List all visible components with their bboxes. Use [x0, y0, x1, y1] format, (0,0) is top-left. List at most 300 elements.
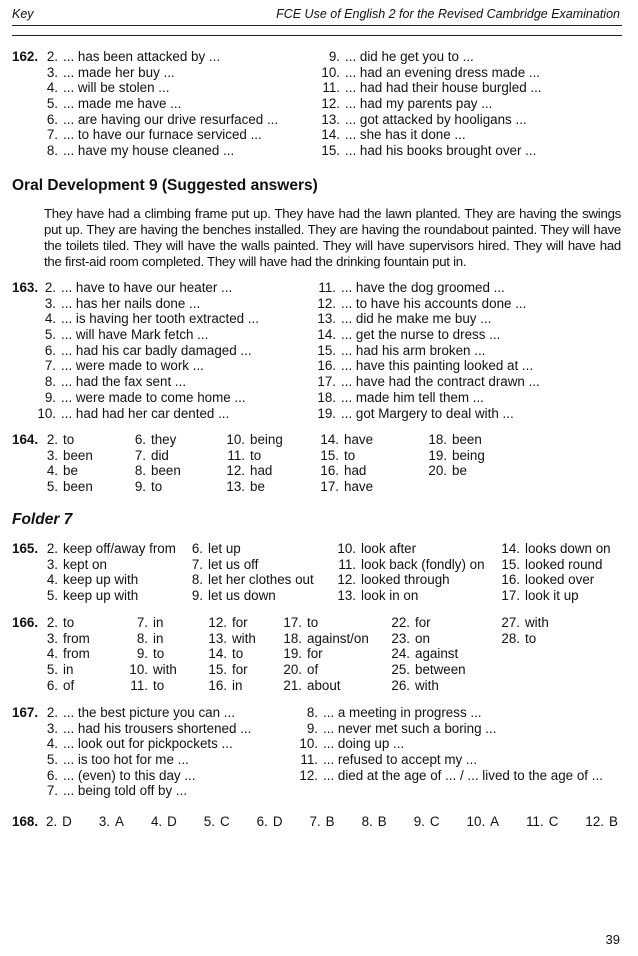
answer-item	[223, 432, 283, 448]
item-text: to	[63, 615, 75, 630]
answer-item	[314, 358, 540, 374]
item-text: with	[232, 630, 256, 646]
answer-item	[34, 358, 259, 374]
item-text: ... (even) to this day ...	[63, 767, 196, 783]
item-text: D	[62, 814, 72, 829]
item-text: in	[63, 662, 74, 678]
item-number: 2.	[46, 432, 58, 447]
answer-item	[205, 662, 256, 678]
item-number: 22.	[391, 615, 410, 630]
item-number: 8.	[306, 705, 318, 720]
answer-item	[185, 572, 314, 588]
item-number: 5.	[46, 96, 58, 112]
item-text: being	[250, 432, 283, 447]
answer-item	[223, 448, 283, 464]
answer-item	[296, 768, 603, 784]
answer-item	[34, 280, 259, 296]
answer-item	[314, 390, 540, 406]
q167-left-col	[40, 705, 251, 799]
item-text: look after	[361, 541, 417, 556]
item-number: 2.	[46, 705, 58, 720]
q166-col-4	[282, 615, 369, 693]
answer-item	[40, 678, 90, 694]
q165-col-1	[40, 541, 176, 604]
answer-item	[40, 541, 176, 557]
item-text: for	[307, 646, 323, 662]
item-text: for	[232, 615, 248, 630]
item-text: keep up with	[63, 572, 139, 588]
q165-col-2	[185, 541, 314, 604]
answer-item	[318, 65, 542, 81]
answer-item	[34, 343, 259, 359]
answer-item	[498, 588, 611, 604]
item-text: to	[344, 447, 356, 463]
item-text: to	[153, 646, 165, 662]
q166-label: 166.	[12, 615, 39, 630]
item-text: be	[452, 463, 467, 479]
answer-item	[205, 631, 256, 647]
item-text: D	[272, 814, 283, 829]
item-text: ... has her nails done ...	[61, 295, 201, 311]
answer-item	[318, 49, 542, 65]
item-number: 15.	[317, 342, 336, 358]
item-number: 13.	[317, 311, 336, 327]
item-text: ... had his trousers shortened ...	[63, 720, 252, 736]
answer-item	[425, 448, 485, 464]
answer-item	[40, 479, 93, 495]
item-text: keep off/away from	[63, 541, 176, 556]
answer-item	[223, 479, 283, 495]
answer-item	[223, 463, 283, 479]
item-number: 6.	[134, 432, 146, 447]
item-number: 15.	[321, 143, 340, 159]
answer-item	[526, 814, 558, 830]
item-number: 11.	[322, 80, 340, 96]
answer-item	[128, 463, 181, 479]
answer-item	[126, 678, 177, 694]
item-number: 9.	[191, 588, 203, 604]
item-number: 20.	[283, 662, 302, 678]
item-number: 8.	[134, 463, 146, 479]
item-number: 13.	[321, 111, 340, 127]
item-text: keep up with	[63, 588, 139, 604]
answer-item	[99, 814, 124, 830]
answer-item	[40, 705, 251, 721]
item-text: looked round	[525, 556, 603, 572]
answer-item	[425, 432, 485, 448]
item-text: kept on	[63, 556, 107, 572]
item-text: ... had an evening dress made ...	[345, 64, 541, 80]
answer-item	[40, 448, 93, 464]
answer-item	[40, 112, 278, 128]
item-number: 12.	[226, 463, 245, 479]
item-text: be	[250, 479, 265, 495]
header-title: FCE Use of English 2 for the Revised Cambridge Examination	[276, 7, 620, 21]
item-number: 3.	[44, 295, 56, 311]
item-number: 3.	[46, 720, 58, 736]
page-number: 39	[605, 932, 620, 947]
answer-item	[204, 814, 230, 830]
answer-item	[40, 615, 90, 631]
answer-item	[40, 736, 251, 752]
item-number: 2.	[46, 615, 58, 630]
item-number: 9.	[136, 646, 148, 662]
answer-item	[40, 752, 251, 768]
item-text: ... made him tell them ...	[341, 389, 484, 405]
item-text: ... doing up ...	[323, 736, 405, 752]
answer-item	[40, 646, 90, 662]
answer-item	[500, 615, 549, 631]
item-number: 16.	[501, 572, 520, 588]
item-text: look in on	[361, 588, 419, 604]
item-number: 16.	[320, 463, 339, 479]
item-number: 15.	[501, 556, 520, 572]
answer-item	[282, 631, 369, 647]
item-text: ... have to have our heater ...	[61, 280, 233, 295]
item-number: 4.	[46, 463, 58, 479]
item-number: 4.	[46, 572, 58, 588]
item-text: ... had his books brought over ...	[345, 143, 537, 159]
item-text: ... will have Mark fetch ...	[61, 327, 209, 343]
item-text: let her clothes out	[208, 572, 314, 588]
item-number: 2.	[46, 49, 58, 64]
answer-item	[498, 572, 611, 588]
item-text: ... look out for pickpockets ...	[63, 736, 233, 752]
q164-col-5	[425, 432, 485, 479]
q168-label: 168.	[12, 814, 39, 829]
item-text: look back (fondly) on	[361, 556, 485, 572]
item-number: 23.	[391, 630, 410, 646]
answer-item	[467, 814, 500, 830]
item-text: of	[307, 662, 319, 678]
item-number: 5.	[203, 814, 215, 829]
q168-answers	[46, 814, 618, 830]
item-number: 15.	[208, 662, 227, 678]
item-text: ... did he get you to ...	[345, 49, 474, 64]
item-number: 14.	[320, 432, 339, 447]
item-number: 24.	[391, 646, 410, 662]
answer-item	[296, 705, 603, 721]
item-number: 5.	[44, 327, 56, 343]
item-number: 9.	[328, 49, 340, 64]
item-text: C	[219, 814, 230, 829]
answer-item	[296, 721, 603, 737]
item-text: ... had the fax sent ...	[61, 374, 187, 390]
answer-item	[126, 615, 177, 631]
q162-right-col	[318, 49, 542, 159]
answer-item	[296, 752, 603, 768]
answer-item	[40, 65, 278, 81]
q167-label: 167.	[12, 705, 39, 720]
item-number: 7.	[191, 556, 203, 572]
item-text: from	[63, 630, 90, 646]
item-number: 3.	[46, 556, 58, 572]
answer-item	[318, 143, 542, 159]
answer-item	[126, 646, 177, 662]
item-text: looks down on	[525, 541, 611, 556]
item-text: ... get the nurse to dress ...	[341, 327, 501, 343]
answer-item	[318, 80, 542, 96]
item-number: 4.	[44, 311, 56, 327]
item-number: 8.	[361, 814, 373, 829]
answer-item	[314, 343, 540, 359]
answer-item	[585, 814, 618, 830]
item-text: ... will be stolen ...	[63, 80, 170, 96]
item-number: 14.	[208, 646, 227, 662]
item-number: 7.	[44, 358, 56, 374]
item-number: 4.	[46, 646, 58, 662]
answer-item	[40, 783, 251, 799]
item-text: ... never met such a boring ...	[323, 720, 497, 736]
item-text: been	[63, 479, 93, 495]
q164-col-4	[317, 432, 373, 495]
item-text: ... got attacked by hooligans ...	[345, 111, 527, 127]
item-text: ... have had the contract drawn ...	[341, 374, 540, 390]
item-text: ... were made to work ...	[61, 358, 204, 374]
answer-item	[390, 646, 466, 662]
answer-item	[128, 448, 181, 464]
q166-col-6	[500, 615, 549, 646]
item-number: 19.	[428, 447, 447, 463]
answer-item	[34, 327, 259, 343]
item-number: 12.	[208, 615, 227, 630]
item-number: 12.	[317, 295, 336, 311]
answer-item	[282, 615, 369, 631]
item-number: 20.	[428, 463, 447, 479]
item-number: 9.	[44, 389, 56, 405]
item-number: 2.	[46, 814, 58, 829]
item-text: ... she has it done ...	[345, 127, 466, 143]
item-text: against/on	[307, 630, 369, 646]
answer-item	[40, 662, 90, 678]
answer-item	[40, 432, 93, 448]
answer-item	[318, 112, 542, 128]
item-text: had	[344, 463, 367, 479]
item-number: 13.	[226, 479, 245, 495]
item-text: D	[167, 814, 177, 829]
item-number: 7.	[46, 127, 58, 143]
answer-item	[185, 541, 314, 557]
item-number: 11.	[318, 280, 336, 295]
item-number: 18.	[317, 389, 336, 405]
item-number: 19.	[317, 405, 336, 421]
q165-col-4	[498, 541, 611, 604]
item-text: been	[452, 432, 482, 447]
item-number: 13.	[337, 588, 356, 604]
q164-col-2	[128, 432, 181, 495]
answer-item	[362, 814, 387, 830]
item-number: 8.	[44, 374, 56, 390]
answer-item	[40, 49, 278, 65]
answer-item	[40, 127, 278, 143]
item-number: 10.	[337, 541, 356, 556]
item-text: to	[63, 432, 75, 447]
answer-item	[334, 588, 485, 604]
item-text: ... are having our drive resurfaced ...	[63, 111, 279, 127]
item-text: ... were made to come home ...	[61, 389, 246, 405]
item-text: ... to have our furnace serviced ...	[63, 127, 262, 143]
item-text: ... made her buy ...	[63, 64, 175, 80]
item-number: 9.	[134, 479, 146, 495]
q166-col-2	[126, 615, 177, 693]
item-number: 5.	[46, 752, 58, 768]
q162-left-col	[40, 49, 278, 159]
item-text: looked through	[361, 572, 450, 588]
answer-item	[317, 479, 373, 495]
answer-item	[34, 406, 259, 422]
answer-item	[334, 541, 485, 557]
answer-item	[34, 296, 259, 312]
q163-label: 163.	[12, 280, 39, 295]
item-text: did	[151, 447, 169, 463]
item-text: let up	[208, 541, 241, 556]
answer-item	[314, 374, 540, 390]
item-number: 2.	[44, 280, 56, 295]
item-text: in	[153, 615, 164, 630]
item-number: 9.	[413, 814, 425, 829]
item-number: 7.	[46, 783, 58, 799]
answer-item	[282, 678, 369, 694]
item-number: 28.	[501, 630, 520, 646]
item-text: ... to have his accounts done ...	[341, 295, 527, 311]
answer-item	[257, 814, 283, 830]
answer-item	[317, 432, 373, 448]
item-number: 18.	[428, 432, 447, 447]
answer-item	[334, 557, 485, 573]
item-number: 12.	[299, 767, 318, 783]
item-text: ... is having her tooth extracted ...	[61, 311, 259, 327]
answer-item	[425, 463, 485, 479]
item-number: 17.	[320, 479, 339, 495]
answer-item	[314, 280, 540, 296]
answer-item	[390, 678, 466, 694]
item-text: in	[153, 630, 164, 646]
q163-right-col	[314, 280, 540, 421]
item-number: 10.	[321, 64, 340, 80]
answer-item	[498, 541, 611, 557]
item-text: ... died at the age of ... / ... lived to the age of ...	[323, 767, 603, 783]
q166-col-5	[390, 615, 466, 693]
item-text: on	[415, 630, 430, 646]
answer-item	[34, 374, 259, 390]
answer-item	[309, 814, 334, 830]
item-number: 10.	[466, 814, 486, 829]
answer-item	[40, 463, 93, 479]
item-text: to	[232, 646, 244, 662]
item-number: 12.	[585, 814, 605, 829]
answer-item	[126, 631, 177, 647]
item-text: for	[415, 615, 431, 630]
answer-item	[318, 96, 542, 112]
item-number: 11.	[338, 556, 356, 572]
q162-label: 162.	[12, 49, 39, 64]
item-number: 7.	[309, 814, 321, 829]
item-text: ... has been attacked by ...	[63, 49, 221, 64]
item-number: 17.	[317, 374, 336, 390]
answer-item	[317, 463, 373, 479]
item-number: 6.	[44, 342, 56, 358]
item-number: 5.	[46, 479, 58, 495]
answer-item	[318, 127, 542, 143]
item-text: ... had his arm broken ...	[341, 342, 486, 358]
item-text: ... had my parents pay ...	[345, 96, 493, 112]
item-text: to	[153, 677, 165, 693]
item-text: looked over	[525, 572, 595, 588]
item-number: 4.	[150, 814, 163, 829]
item-text: had	[250, 463, 273, 479]
item-number: 17.	[501, 588, 520, 604]
item-number: 16.	[208, 677, 227, 693]
item-number: 3.	[46, 630, 58, 646]
answer-item	[390, 615, 466, 631]
item-text: ... is too hot for me ...	[63, 752, 189, 768]
item-text: they	[151, 432, 177, 447]
header-rule-top	[12, 25, 622, 26]
answer-item	[40, 557, 176, 573]
item-number: 17.	[283, 615, 302, 630]
item-number: 14.	[317, 327, 336, 343]
item-text: A	[115, 814, 124, 829]
item-text: ... did he make me buy ...	[341, 311, 492, 327]
item-number: 3.	[46, 64, 58, 80]
q166-col-1	[40, 615, 90, 693]
answer-item	[500, 631, 549, 647]
item-number: 7.	[134, 447, 146, 463]
item-number: 25.	[391, 662, 410, 678]
item-text: for	[232, 662, 248, 678]
item-text: to	[250, 447, 262, 463]
item-text: let us off	[208, 556, 259, 572]
answer-item	[40, 631, 90, 647]
item-text: against	[415, 646, 459, 662]
item-number: 26.	[391, 677, 410, 693]
item-text: C	[429, 814, 440, 829]
item-text: look it up	[525, 588, 579, 604]
item-text: ... had had her car dented ...	[61, 405, 230, 421]
header-left: Key	[12, 7, 34, 21]
answer-item	[205, 678, 256, 694]
q164-label: 164.	[12, 432, 39, 447]
header-rule-bottom	[12, 35, 622, 36]
item-number: 3.	[98, 814, 111, 829]
answer-item	[151, 814, 177, 830]
item-number: 10.	[299, 736, 318, 752]
item-number: 3.	[46, 447, 58, 463]
item-number: 21.	[283, 677, 302, 693]
answer-item	[40, 721, 251, 737]
answer-item	[40, 143, 278, 159]
item-number: 6.	[191, 541, 203, 556]
answer-item	[390, 631, 466, 647]
oral-development-title: Oral Development 9 (Suggested answers)	[12, 177, 318, 194]
item-text: to	[151, 479, 163, 495]
item-number: 2.	[46, 541, 58, 556]
answer-item	[296, 736, 603, 752]
q167-right-col	[296, 705, 603, 783]
item-number: 4.	[46, 736, 58, 752]
item-number: 8.	[136, 630, 148, 646]
q165-label: 165.	[12, 541, 39, 556]
q163-left-col	[34, 280, 259, 421]
item-text: been	[63, 447, 93, 463]
q165-col-3	[334, 541, 485, 604]
item-number: 6.	[46, 111, 58, 127]
answer-item	[282, 646, 369, 662]
item-text: with	[153, 662, 177, 678]
answer-item	[314, 406, 540, 422]
item-number: 11.	[227, 447, 245, 463]
item-text: of	[63, 677, 75, 693]
